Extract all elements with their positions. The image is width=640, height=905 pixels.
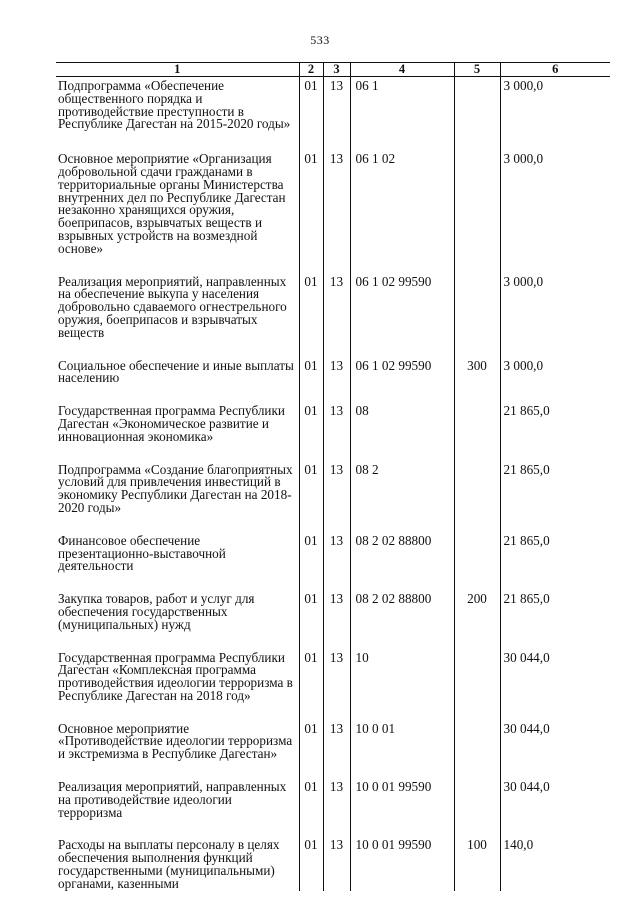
row-name: Подпрограмма «Обеспечение общественного порядка и противодействие преступности в Республике Дагестан на 2015-2020 годы» <box>58 78 291 132</box>
table-row <box>56 153 610 275</box>
row-name: Основное мероприятие «Противодействие идеологии терроризма и экстремизма в Республике Дагестан» <box>58 720 293 762</box>
row-pr: 13 <box>323 405 350 463</box>
row-amount: 21 865,0 <box>500 405 610 463</box>
row-vr <box>454 77 500 154</box>
table-row <box>56 593 610 651</box>
row-rz: 01 <box>299 781 323 839</box>
row-amount: 30 044,0 <box>500 652 610 723</box>
row-vr: 100 <box>454 839 500 890</box>
table-row <box>56 652 610 723</box>
row-vr: 300 <box>454 360 500 406</box>
row-amount: 3 000,0 <box>500 153 610 275</box>
row-name: Финансовое обеспечение презентационно-выставочной деятельности <box>58 532 226 574</box>
row-pr: 13 <box>323 276 350 360</box>
row-pr: 13 <box>323 723 350 781</box>
row-csr: 08 <box>350 405 454 463</box>
header-col-name: 1 <box>56 63 299 77</box>
row-rz: 01 <box>299 360 323 406</box>
row-vr <box>454 535 500 593</box>
table-header <box>56 63 610 77</box>
row-pr: 13 <box>323 839 350 890</box>
row-csr: 08 2 <box>350 464 454 535</box>
row-amount: 3 000,0 <box>500 77 610 154</box>
row-amount: 30 044,0 <box>500 723 610 781</box>
row-amount: 30 044,0 <box>500 781 610 839</box>
row-pr: 13 <box>323 360 350 406</box>
row-pr: 13 <box>323 652 350 723</box>
row-name: Основное мероприятие «Организация добровольной сдачи гражданами в территориальные органы Министерства внутренних дел по Республике Дагестан незаконно хранящихся оружия, боеприпасов, взрывчатых веществ и взрывных устройств на возмездной основе» <box>58 151 286 256</box>
row-name: Социальное обеспечение и иные выплаты населению <box>58 357 294 386</box>
header-col-amount: 6 <box>500 63 610 77</box>
table-row <box>56 723 610 781</box>
row-vr <box>454 153 500 275</box>
header-col-csr: 4 <box>350 63 454 77</box>
header-col-rz: 2 <box>299 63 323 77</box>
header-row <box>56 63 610 77</box>
row-rz: 01 <box>299 535 323 593</box>
table-row <box>56 276 610 360</box>
row-rz: 01 <box>299 405 323 463</box>
table-row <box>56 360 610 406</box>
row-pr: 13 <box>323 593 350 651</box>
table-body <box>56 77 610 891</box>
row-pr: 13 <box>323 781 350 839</box>
row-csr: 10 0 01 99590 <box>350 839 454 890</box>
row-amount: 140,0 <box>500 839 610 890</box>
row-rz: 01 <box>299 839 323 890</box>
row-vr <box>454 405 500 463</box>
row-name: Государственная программа Республики Дагестан «Комплексная программа противодействия идеологии терроризма в Республике Дагестан на 2018 год» <box>58 649 293 703</box>
row-amount: 21 865,0 <box>500 593 610 651</box>
row-vr <box>454 781 500 839</box>
row-amount: 21 865,0 <box>500 535 610 593</box>
row-pr: 13 <box>323 153 350 275</box>
row-vr: 200 <box>454 593 500 651</box>
table-row <box>56 781 610 839</box>
row-rz: 01 <box>299 276 323 360</box>
table-row <box>56 405 610 463</box>
row-pr: 13 <box>323 535 350 593</box>
row-pr: 13 <box>323 77 350 154</box>
row-csr: 06 1 02 99590 <box>350 360 454 406</box>
row-name: Реализация мероприятий, направленных на противодействие идеологии терроризма <box>58 779 287 820</box>
row-pr: 13 <box>323 464 350 535</box>
row-amount: 3 000,0 <box>500 360 610 406</box>
row-csr: 06 1 <box>350 77 454 154</box>
row-name: Закупка товаров, работ и услуг для обеспечения государственных (муниципальных) нужд <box>58 591 255 632</box>
table-row <box>56 77 610 154</box>
budget-table <box>56 62 610 891</box>
row-name: Расходы на выплаты персоналу в целях обеспечения выполнения функций государственными (муниципальными) органами, казенными <box>58 837 280 891</box>
row-rz: 01 <box>299 593 323 651</box>
row-csr: 10 0 01 <box>350 723 454 781</box>
table-row <box>56 464 610 535</box>
row-vr <box>454 464 500 535</box>
row-csr: 10 0 01 99590 <box>350 781 454 839</box>
row-vr <box>454 276 500 360</box>
header-col-pr: 3 <box>323 63 350 77</box>
page-number: 533 <box>310 33 330 47</box>
row-csr: 10 <box>350 652 454 723</box>
row-csr: 08 2 02 88800 <box>350 535 454 593</box>
row-vr <box>454 723 500 781</box>
table-row <box>56 839 610 890</box>
row-csr: 06 1 02 99590 <box>350 276 454 360</box>
row-vr <box>454 652 500 723</box>
row-amount: 21 865,0 <box>500 464 610 535</box>
row-csr: 06 1 02 <box>350 153 454 275</box>
row-rz: 01 <box>299 464 323 535</box>
row-name: Государственная программа Республики Дагестан «Экономическое развитие и инновационная экономика» <box>58 403 285 444</box>
table-row <box>56 535 610 593</box>
row-name: Подпрограмма «Создание благоприятных условий для привлечения инвестиций в экономику Республики Дагестан на 2018-2020 годы» <box>58 461 293 515</box>
row-rz: 01 <box>299 77 323 154</box>
row-amount: 3 000,0 <box>500 276 610 360</box>
row-rz: 01 <box>299 153 323 275</box>
row-rz: 01 <box>299 723 323 781</box>
header-col-vr: 5 <box>454 63 500 77</box>
row-rz: 01 <box>299 652 323 723</box>
row-csr: 08 2 02 88800 <box>350 593 454 651</box>
row-name: Реализация мероприятий, направленных на обеспечение выкупа у населения добровольно сдаваемого огнестрельного оружия, боеприпасов и взрывчатых веществ <box>58 273 287 340</box>
